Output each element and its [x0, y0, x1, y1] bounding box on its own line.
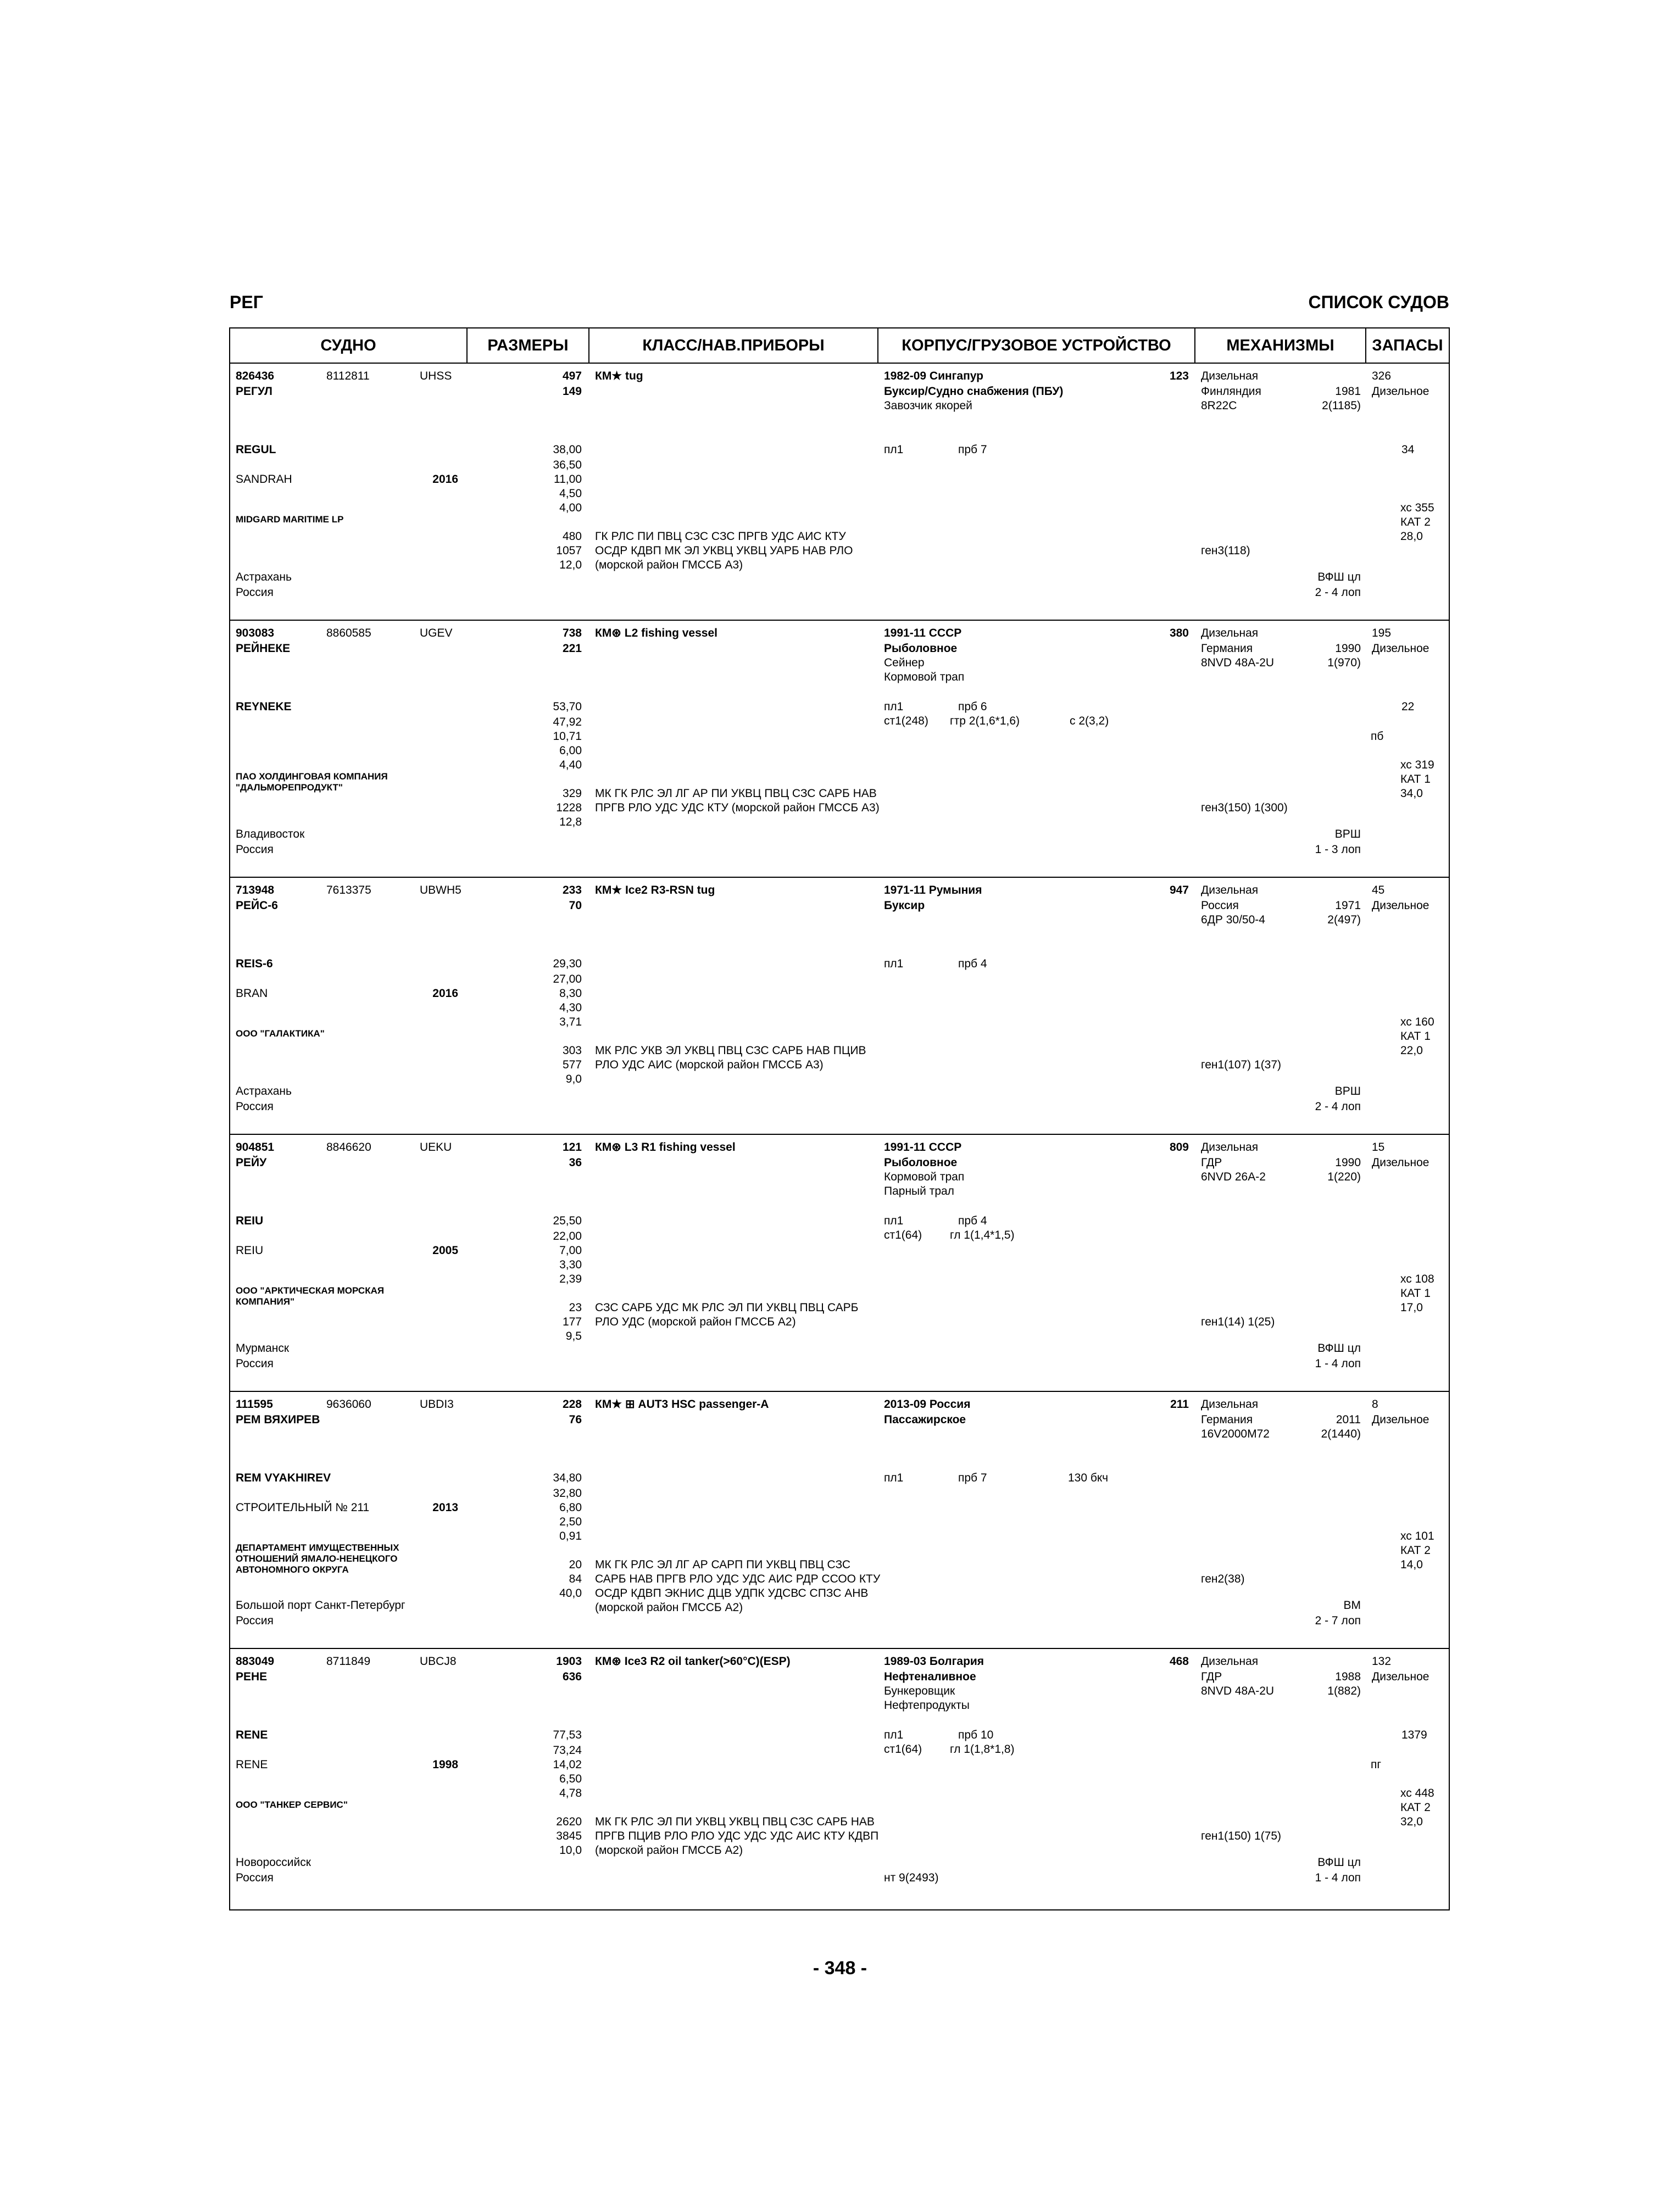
home-port: Большой порт Санкт-Петербург [236, 1599, 405, 1612]
reg-number: 826436 [236, 370, 275, 382]
nav-equipment: МК ГК РЛС ЭЛ ЛГ АР САРП ПИ УКВЦ ПВЦ СЗС САРБ НАВ ПРГВ РЛО УДС УДС АИС РДР ССОО КТУ ОСДР КДВП ЭКНИС ДЦВ УДПК УДСВС СПЗС АНВ (морской район ГМССБ А2) [595, 1558, 881, 1614]
engine-country: ГДР [1201, 1670, 1222, 1683]
displacement: 1228 [556, 801, 582, 814]
hull-detail-1b: прб 7 [958, 1472, 987, 1484]
engine-year: 2011 [1336, 1413, 1361, 1426]
speed: 12,0 [559, 559, 582, 571]
propeller-blades: 2 - 4 лоп [1315, 586, 1361, 599]
stores-value: 17,0 [1400, 1301, 1423, 1314]
dim-breadth: 14,02 [553, 1758, 582, 1771]
former-name: BRAN [236, 987, 268, 1000]
engine-power: 2(1185) [1322, 399, 1361, 412]
engine-type: Дизельная [1201, 1398, 1259, 1411]
dim-draft: 4,00 [559, 502, 582, 514]
fuel-type: Дизельное [1372, 385, 1429, 398]
stores-value: 32,0 [1400, 1815, 1423, 1828]
country: Россия [236, 843, 274, 856]
home-port: Астрахань [236, 571, 292, 583]
hull-detail-2c: с 2(3,2) [1070, 715, 1109, 727]
hull-detail-2b: гтр 2(1,6*1,6) [950, 715, 1020, 727]
propeller-blades: 2 - 7 лоп [1315, 1614, 1361, 1627]
country: Россия [236, 1100, 274, 1113]
hull-built: 1991-11 СССР [884, 627, 962, 639]
ship-record [230, 621, 1449, 878]
ship-record [230, 1392, 1449, 1649]
home-port: Владивосток [236, 828, 305, 840]
fuel-amount: 8 [1372, 1398, 1378, 1411]
hull-detail-1b: прб 10 [958, 1729, 994, 1741]
propeller-type: ВРШ [1334, 1085, 1361, 1098]
reg-number: 904851 [236, 1141, 275, 1154]
ship-record [230, 878, 1449, 1135]
engine-country: Россия [1201, 899, 1239, 912]
fuel-type: Дизельное [1372, 899, 1429, 912]
hull-detail-2b: гл 1(1,4*1,5) [950, 1229, 1015, 1241]
dim-length-overall: 77,53 [553, 1729, 582, 1741]
category: КАТ 2 [1400, 516, 1431, 528]
deadweight: 20 [569, 1558, 582, 1571]
engine-year: 1988 [1335, 1670, 1361, 1683]
speed: 9,0 [565, 1073, 582, 1085]
build-year: 1998 [432, 1758, 458, 1771]
imo-number: 8112811 [326, 370, 370, 382]
class-notation: КМ★ tug [595, 370, 643, 382]
speed: 12,8 [559, 816, 582, 828]
reg-number: 903083 [236, 627, 275, 639]
propeller-blades: 1 - 4 лоп [1315, 1357, 1361, 1370]
hull-detail-1b: прб 4 [958, 957, 987, 970]
hull-type: Буксир/Судно снабжения (ПБУ) [884, 385, 1064, 398]
engine-model: 6ДР 30/50-4 [1201, 913, 1265, 926]
nav-equipment: СЗС САРБ УДС МК РЛС ЭЛ ПИ УКВЦ ПВЦ САРБ РЛО УДС (морской район ГМССБ А2) [595, 1301, 859, 1328]
engine-year: 1971 [1335, 899, 1361, 912]
engine-power: 2(1440) [1321, 1428, 1361, 1440]
hull-subtype: Бункеровщик [884, 1685, 955, 1697]
engine-type: Дизельная [1201, 370, 1259, 382]
dim-length-overall: 38,00 [553, 443, 582, 456]
country: Россия [236, 1357, 274, 1370]
dim-length-overall: 53,70 [553, 700, 582, 713]
ship-record [230, 1649, 1449, 1906]
gross-tonnage: 738 [562, 627, 582, 639]
dim-length: 32,80 [553, 1487, 582, 1500]
dim-depth: 3,30 [559, 1258, 582, 1271]
former-name: RENE [236, 1758, 268, 1771]
dim-length: 73,24 [553, 1744, 582, 1757]
yard-number: 947 [1169, 884, 1189, 896]
column-header-stores: ЗАПАСЫ [1372, 337, 1443, 354]
hull-type: Нефтеналивное [884, 1670, 976, 1683]
fuel-type: Дизельное [1372, 1413, 1429, 1426]
deadweight: 303 [562, 1044, 582, 1057]
yard-number: 123 [1169, 370, 1189, 382]
call-sign: UHSS [420, 370, 452, 382]
speed: 9,5 [565, 1330, 582, 1342]
ship-name-ru: РЕЙУ [236, 1156, 267, 1169]
hull-detail-1a: пл1 [884, 1472, 904, 1484]
build-year: 2005 [432, 1244, 458, 1257]
dim-breadth: 11,00 [554, 473, 582, 486]
nav-equipment: МК РЛС УКВ ЭЛ УКВЦ ПВЦ СЗС САРБ НАВ ПЦИВ РЛО УДС АИС (морской район ГМССБ А3) [595, 1044, 866, 1071]
propeller-type: ВМ [1343, 1599, 1361, 1612]
column-header-class: КЛАСС/НАВ.ПРИБОРЫ [642, 337, 825, 354]
dim-length: 47,92 [553, 716, 582, 728]
ship-name-en: REGUL [236, 443, 276, 456]
hull-type: Пассажирское [884, 1413, 966, 1426]
former-name: SANDRAH [236, 473, 292, 486]
hull-detail-1b: прб 7 [958, 443, 987, 456]
dim-length: 36,50 [553, 459, 582, 471]
stores-3: пг [1371, 1758, 1382, 1771]
stores-2: 34 [1401, 443, 1415, 456]
engine-power: 2(497) [1327, 913, 1361, 926]
engine-model: 8R22C [1201, 399, 1237, 412]
country: Россия [236, 1871, 274, 1884]
owner: ДЕПАРТАМЕНТ ИМУЩЕСТВЕННЫХ ОТНОШЕНИЙ ЯМАЛО-НЕНЕЦКОГО АВТОНОМНОГО ОКРУГА [236, 1542, 399, 1575]
engine-type: Дизельная [1201, 1141, 1259, 1154]
fuel-amount: 132 [1372, 1655, 1392, 1668]
net-tonnage: 149 [562, 385, 582, 398]
speed: 10,0 [559, 1844, 582, 1857]
hull-detail-1a: пл1 [884, 443, 904, 456]
engine-type: Дизельная [1201, 884, 1259, 896]
ship-name-ru: РЕМ ВЯХИРЕВ [236, 1413, 320, 1426]
dim-draft: 2,39 [559, 1273, 582, 1285]
engine-power: 1(970) [1327, 656, 1361, 669]
dim-length-overall: 25,50 [553, 1215, 582, 1227]
generators: ген1(14) 1(25) [1201, 1316, 1275, 1328]
ship-name-en: RENE [236, 1729, 268, 1741]
gross-tonnage: 233 [562, 884, 582, 896]
engine-year: 1990 [1335, 1156, 1361, 1169]
category: КАТ 1 [1400, 1287, 1431, 1300]
owner: ООО "АРКТИЧЕСКАЯ МОРСКАЯ КОМПАНИЯ" [236, 1285, 385, 1307]
fuel-type: Дизельное [1372, 1670, 1429, 1683]
hull-bottom: нт 9(2493) [884, 1871, 939, 1884]
engine-model: 16V2000M72 [1201, 1428, 1270, 1440]
call-sign: UGEV [420, 627, 453, 639]
gross-tonnage: 497 [562, 370, 582, 382]
refrigeration: хс 355 [1400, 502, 1434, 514]
gross-tonnage: 228 [562, 1398, 582, 1411]
home-port: Новороссийск [236, 1856, 311, 1869]
deadweight: 2620 [556, 1815, 582, 1828]
hull-detail-1a: пл1 [884, 1215, 904, 1227]
build-year: 2016 [432, 987, 458, 1000]
engine-power: 1(220) [1327, 1171, 1361, 1183]
nav-equipment: МК ГК РЛС ЭЛ ЛГ АР ПИ УКВЦ ПВЦ СЗС САРБ НАВ ПРГВ РЛО УДС УДС КТУ (морской район ГМССБ А3) [595, 787, 880, 814]
hull-detail-1b: прб 4 [958, 1215, 987, 1227]
dim-depth: 4,50 [559, 487, 582, 500]
hull-type: Буксир [884, 899, 925, 912]
hull-extra: Нефтепродукты [884, 1699, 970, 1712]
header-left: РЕГ [230, 292, 263, 312]
gross-tonnage: 121 [562, 1141, 582, 1154]
fuel-amount: 195 [1372, 627, 1392, 639]
ship-name-ru: РЕНЕ [236, 1670, 268, 1683]
propeller-blades: 1 - 3 лоп [1315, 843, 1361, 856]
ship-name-ru: РЕЙС-6 [236, 899, 278, 912]
yard-number: 211 [1170, 1398, 1189, 1411]
propeller-type: ВФШ цл [1317, 571, 1361, 583]
engine-country: Финляндия [1201, 385, 1261, 398]
category: КАТ 2 [1400, 1801, 1431, 1814]
ship-name-en: REIS-6 [236, 957, 273, 970]
displacement: 3845 [556, 1830, 582, 1842]
hull-detail-1c: 130 бкч [1068, 1472, 1109, 1484]
deadweight: 329 [562, 787, 582, 800]
hull-detail-1a: пл1 [884, 700, 904, 713]
hull-detail-1a: пл1 [884, 1729, 904, 1741]
dim-breadth: 7,00 [559, 1244, 582, 1257]
hull-type: Рыболовное [884, 642, 958, 655]
call-sign: UBDI3 [420, 1398, 454, 1411]
hull-extra: Кормовой трап [884, 671, 965, 683]
column-header-dimensions: РАЗМЕРЫ [487, 337, 569, 354]
column-header-ship: СУДНО [320, 337, 376, 354]
home-port: Мурманск [236, 1342, 290, 1355]
hull-built: 2013-09 Россия [884, 1398, 971, 1411]
dim-draft: 4,40 [559, 759, 582, 771]
hull-detail-2a: ст1(64) [884, 1229, 922, 1241]
stores-value: 14,0 [1400, 1558, 1423, 1571]
dim-length: 22,00 [553, 1230, 582, 1243]
dim-depth: 6,50 [559, 1773, 582, 1785]
class-notation: КМ⊛ Ice3 R2 oil tanker(>60°C)(ESP) [595, 1655, 791, 1668]
engine-power: 1(882) [1327, 1685, 1361, 1697]
refrigeration: хс 108 [1400, 1273, 1434, 1285]
owner: ПАО ХОЛДИНГОВАЯ КОМПАНИЯ "ДАЛЬМОРЕПРОДУКТ" [236, 771, 388, 793]
generators: ген3(118) [1201, 544, 1250, 557]
speed: 40,0 [559, 1587, 582, 1600]
yard-number: 809 [1169, 1141, 1189, 1154]
fuel-amount: 326 [1372, 370, 1392, 382]
reg-number: 713948 [236, 884, 275, 896]
nav-equipment: ГК РЛС ПИ ПВЦ СЗС СЗС ПРГВ УДС АИС КТУ ОСДР КДВП МК ЭЛ УКВЦ УКВЦ УАРБ НАВ РЛО (морской район ГМССБ А3) [595, 530, 853, 571]
hull-extra: Парный трал [884, 1185, 954, 1197]
engine-year: 1981 [1335, 385, 1361, 398]
ship-name-en: REM VYAKHIREV [236, 1472, 331, 1484]
hull-detail-2a: ст1(64) [884, 1743, 922, 1756]
dim-length-overall: 29,30 [553, 957, 582, 970]
displacement: 1057 [556, 544, 582, 557]
category: КАТ 1 [1400, 773, 1431, 786]
country: Россия [236, 586, 274, 599]
call-sign: UBCJ8 [420, 1655, 457, 1668]
home-port: Астрахань [236, 1085, 292, 1098]
engine-country: ГДР [1201, 1156, 1222, 1169]
nav-equipment: МК ГК РЛС ЭЛ ПИ УКВЦ УКВЦ ПВЦ СЗС САРБ НАВ ПРГВ ПЦИВ РЛО РЛО УДС УДС УДС АИС КТУ КДВП (морской район ГМССБ А2) [595, 1815, 879, 1857]
displacement: 177 [562, 1316, 582, 1328]
dim-length-overall: 34,80 [553, 1472, 582, 1484]
hull-subtype: Сейнер [884, 656, 925, 669]
ship-name-ru: РЕЙНЕКЕ [236, 642, 291, 655]
dim-length: 27,00 [553, 973, 582, 985]
ship-name-en: REYNEKE [236, 700, 292, 713]
ship-name-ru: РЕГУЛ [236, 385, 272, 398]
dim-depth: 4,30 [559, 1001, 582, 1014]
gross-tonnage: 1903 [556, 1655, 582, 1668]
page-number: - 348 - [813, 1958, 867, 1979]
owner: MIDGARD MARITIME LP [236, 514, 344, 525]
hull-detail-2a: ст1(248) [884, 715, 928, 727]
dim-draft: 0,91 [559, 1530, 582, 1542]
hull-detail-1a: пл1 [884, 957, 904, 970]
propeller-type: ВФШ цл [1317, 1856, 1361, 1869]
former-name: REIU [236, 1244, 264, 1257]
generators: ген1(150) 1(75) [1201, 1830, 1282, 1842]
net-tonnage: 76 [569, 1413, 582, 1426]
engine-country: Германия [1201, 642, 1253, 655]
net-tonnage: 636 [562, 1670, 582, 1683]
displacement: 577 [562, 1059, 582, 1071]
propeller-type: ВРШ [1334, 828, 1361, 840]
hull-built: 1991-11 СССР [884, 1141, 962, 1154]
imo-number: 8711849 [326, 1655, 371, 1668]
generators: ген3(150) 1(300) [1201, 801, 1288, 814]
class-notation: КМ⊛ L2 fishing vessel [595, 627, 717, 639]
build-year: 2013 [432, 1501, 458, 1514]
dim-breadth: 8,30 [559, 987, 582, 1000]
refrigeration: хс 448 [1400, 1787, 1434, 1800]
category: КАТ 2 [1400, 1544, 1431, 1557]
hull-subtype: Завозчик якорей [884, 399, 972, 412]
stores-2: 1379 [1401, 1729, 1427, 1741]
call-sign: UEKU [420, 1141, 452, 1154]
column-header-row [230, 328, 1449, 364]
call-sign: UBWH5 [420, 884, 461, 896]
column-header-machinery: МЕХАНИЗМЫ [1226, 337, 1334, 354]
dim-breadth: 6,80 [559, 1501, 582, 1514]
ship-record [230, 364, 1449, 621]
class-notation: КМ⊛ L3 R1 fishing vessel [595, 1141, 736, 1154]
yard-number: 468 [1169, 1655, 1189, 1668]
net-tonnage: 221 [562, 642, 582, 655]
dim-depth: 6,00 [559, 744, 582, 757]
stores-3: пб [1371, 730, 1384, 743]
fuel-amount: 15 [1372, 1141, 1385, 1154]
hull-detail-2b: гл 1(1,8*1,8) [950, 1743, 1015, 1756]
refrigeration: хс 319 [1400, 759, 1434, 771]
owner: ООО "ГАЛАКТИКА" [236, 1028, 325, 1039]
engine-year: 1990 [1335, 642, 1361, 655]
hull-built: 1971-11 Румыния [884, 884, 982, 896]
stores-value: 28,0 [1400, 530, 1423, 543]
engine-type: Дизельная [1201, 1655, 1259, 1668]
fuel-type: Дизельное [1372, 642, 1429, 655]
category: КАТ 1 [1400, 1030, 1431, 1043]
deadweight: 480 [562, 530, 582, 543]
header-right: СПИСОК СУДОВ [1308, 292, 1449, 312]
net-tonnage: 36 [569, 1156, 582, 1169]
engine-model: 8NVD 48A-2U [1201, 656, 1275, 669]
engine-model: 8NVD 48A-2U [1201, 1685, 1275, 1697]
stores-value: 34,0 [1400, 787, 1423, 800]
hull-built: 1982-09 Сингапур [884, 370, 984, 382]
reg-number: 883049 [236, 1655, 275, 1668]
propeller-type: ВФШ цл [1317, 1342, 1361, 1355]
hull-type: Рыболовное [884, 1156, 958, 1169]
net-tonnage: 70 [569, 899, 582, 912]
fuel-type: Дизельное [1372, 1156, 1429, 1169]
ship-register-table [229, 327, 1450, 1910]
imo-number: 9636060 [326, 1398, 371, 1411]
ship-name-en: REIU [236, 1215, 264, 1227]
generators: ген1(107) 1(37) [1201, 1059, 1282, 1071]
imo-number: 8846620 [326, 1141, 371, 1154]
class-notation: КМ★ Ice2 R3-RSN tug [595, 884, 715, 896]
refrigeration: хс 160 [1400, 1016, 1434, 1028]
engine-country: Германия [1201, 1413, 1253, 1426]
build-year: 2016 [432, 473, 458, 486]
dim-depth: 2,50 [559, 1516, 582, 1528]
stores-value: 22,0 [1400, 1044, 1423, 1057]
hull-built: 1989-03 Болгария [884, 1655, 984, 1668]
yard-number: 380 [1169, 627, 1189, 639]
hull-detail-1b: прб 6 [958, 700, 987, 713]
propeller-blades: 1 - 4 лоп [1315, 1871, 1361, 1884]
country: Россия [236, 1614, 274, 1627]
ship-record [230, 1135, 1449, 1392]
imo-number: 7613375 [326, 884, 371, 896]
owner: ООО "ТАНКЕР СЕРВИС" [236, 1800, 348, 1810]
dim-breadth: 10,71 [553, 730, 582, 743]
dim-draft: 4,78 [559, 1787, 582, 1800]
dim-draft: 3,71 [559, 1016, 582, 1028]
class-notation: КМ★ ⊞ AUT3 HSC passenger-A [595, 1398, 769, 1411]
generators: ген2(38) [1201, 1573, 1245, 1585]
stores-2: 22 [1401, 700, 1415, 713]
former-name: СТРОИТЕЛЬНЫЙ № 211 [236, 1501, 370, 1514]
imo-number: 8860585 [326, 627, 371, 639]
refrigeration: хс 101 [1400, 1530, 1434, 1542]
hull-subtype: Кормовой трап [884, 1171, 965, 1183]
displacement: 84 [569, 1573, 582, 1585]
reg-number: 111595 [236, 1398, 273, 1411]
deadweight: 23 [569, 1301, 582, 1314]
column-header-hull: КОРПУС/ГРУЗОВОЕ УСТРОЙСТВО [902, 337, 1171, 354]
engine-type: Дизельная [1201, 627, 1259, 639]
fuel-amount: 45 [1372, 884, 1385, 896]
propeller-blades: 2 - 4 лоп [1315, 1100, 1361, 1113]
engine-model: 6NVD 26A-2 [1201, 1171, 1266, 1183]
